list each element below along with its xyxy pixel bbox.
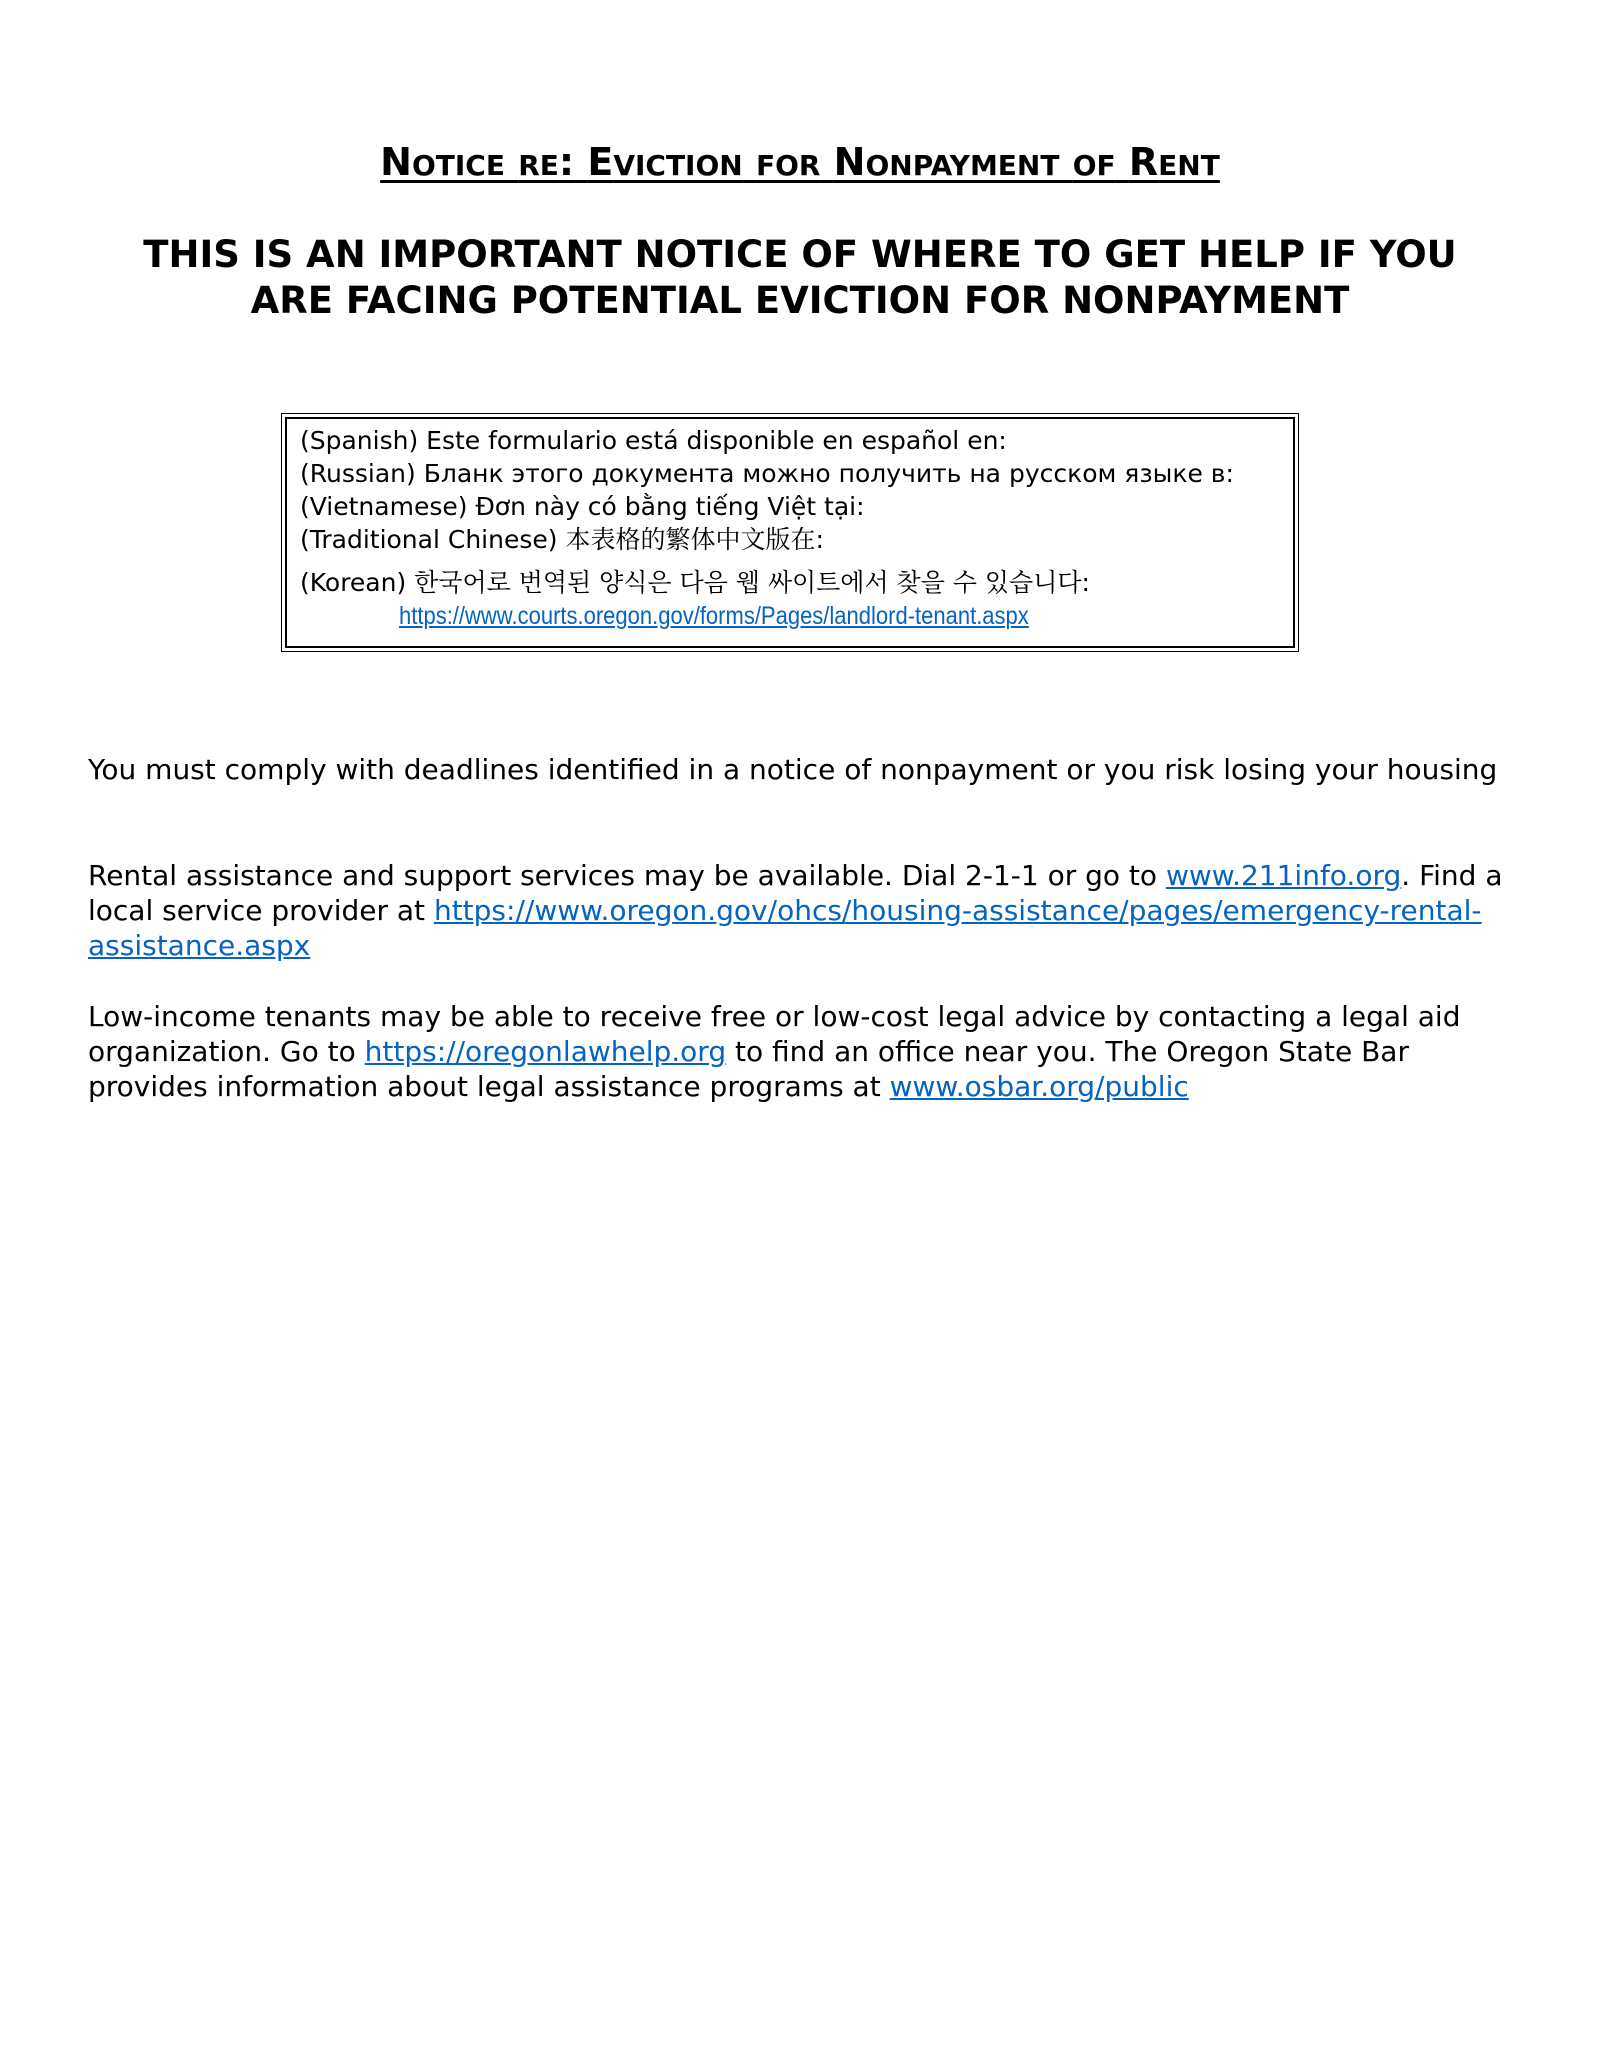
- page-title-underlined: NOTICE RE: EVICTION FOR NONPAYMENT OF RENT: [380, 140, 1220, 184]
- legal-aid-paragraph: [88, 999, 1528, 1104]
- osbar-public-link[interactable]: www.osbar.org/public: [889, 1070, 1189, 1103]
- 211info-link[interactable]: www.211info.org: [1165, 859, 1402, 892]
- important-notice-heading: [0, 232, 1600, 324]
- oregon-rental-assistance-link[interactable]: https://www.oregon.gov/ohcs/housing-assistance/pages/emergency-rental-assistance.aspx: [88, 894, 1482, 962]
- rental-text-2: . Find a local service provider at: [88, 859, 1503, 927]
- language-korean: (Korean) 한국어로 번역된 양식은 다음 웹 싸이트에서 찾을 수 있습니다:: [300, 568, 1090, 597]
- important-notice-line-2: ARE FACING POTENTIAL EVICTION FOR NONPAYMENT: [250, 279, 1350, 322]
- language-availability-box: [281, 413, 1299, 652]
- language-availability-box-inner: [285, 417, 1295, 648]
- language-russian: (Russian) Бланк этого документа можно получить на русском языке в:: [300, 459, 1234, 488]
- page-title: [0, 138, 1600, 190]
- forms-url-link[interactable]: https://www.courts.oregon.gov/forms/Pages/landlord-tenant.aspx: [399, 602, 1029, 630]
- rental-assistance-paragraph: [88, 858, 1528, 963]
- deadlines-paragraph: You must comply with deadlines identified in a notice of nonpayment or you risk losing your housing: [88, 753, 1498, 786]
- legal-text-1: Low-income tenants may be able to receive free or low-cost legal advice by contacting a legal aid organization. Go to: [88, 1000, 1461, 1068]
- rental-text-1: Rental assistance and support services may be available. Dial 2-1-1 or go to: [88, 859, 1166, 892]
- important-notice-line-1: THIS IS AN IMPORTANT NOTICE OF WHERE TO GET HELP IF YOU: [143, 233, 1457, 276]
- oregonlawhelp-link[interactable]: https://oregonlawhelp.org: [364, 1035, 727, 1068]
- language-chinese: (Traditional Chinese) 本表格的繁体中文版在:: [300, 525, 824, 554]
- language-spanish: (Spanish) Este formulario está disponible en español en:: [300, 426, 1007, 455]
- legal-text-2: to find an office near you. The Oregon State Bar provides information about legal assistance programs at: [88, 1035, 1409, 1103]
- language-vietnamese: (Vietnamese) Đơn này có bằng tiếng Việt tại:: [300, 492, 865, 521]
